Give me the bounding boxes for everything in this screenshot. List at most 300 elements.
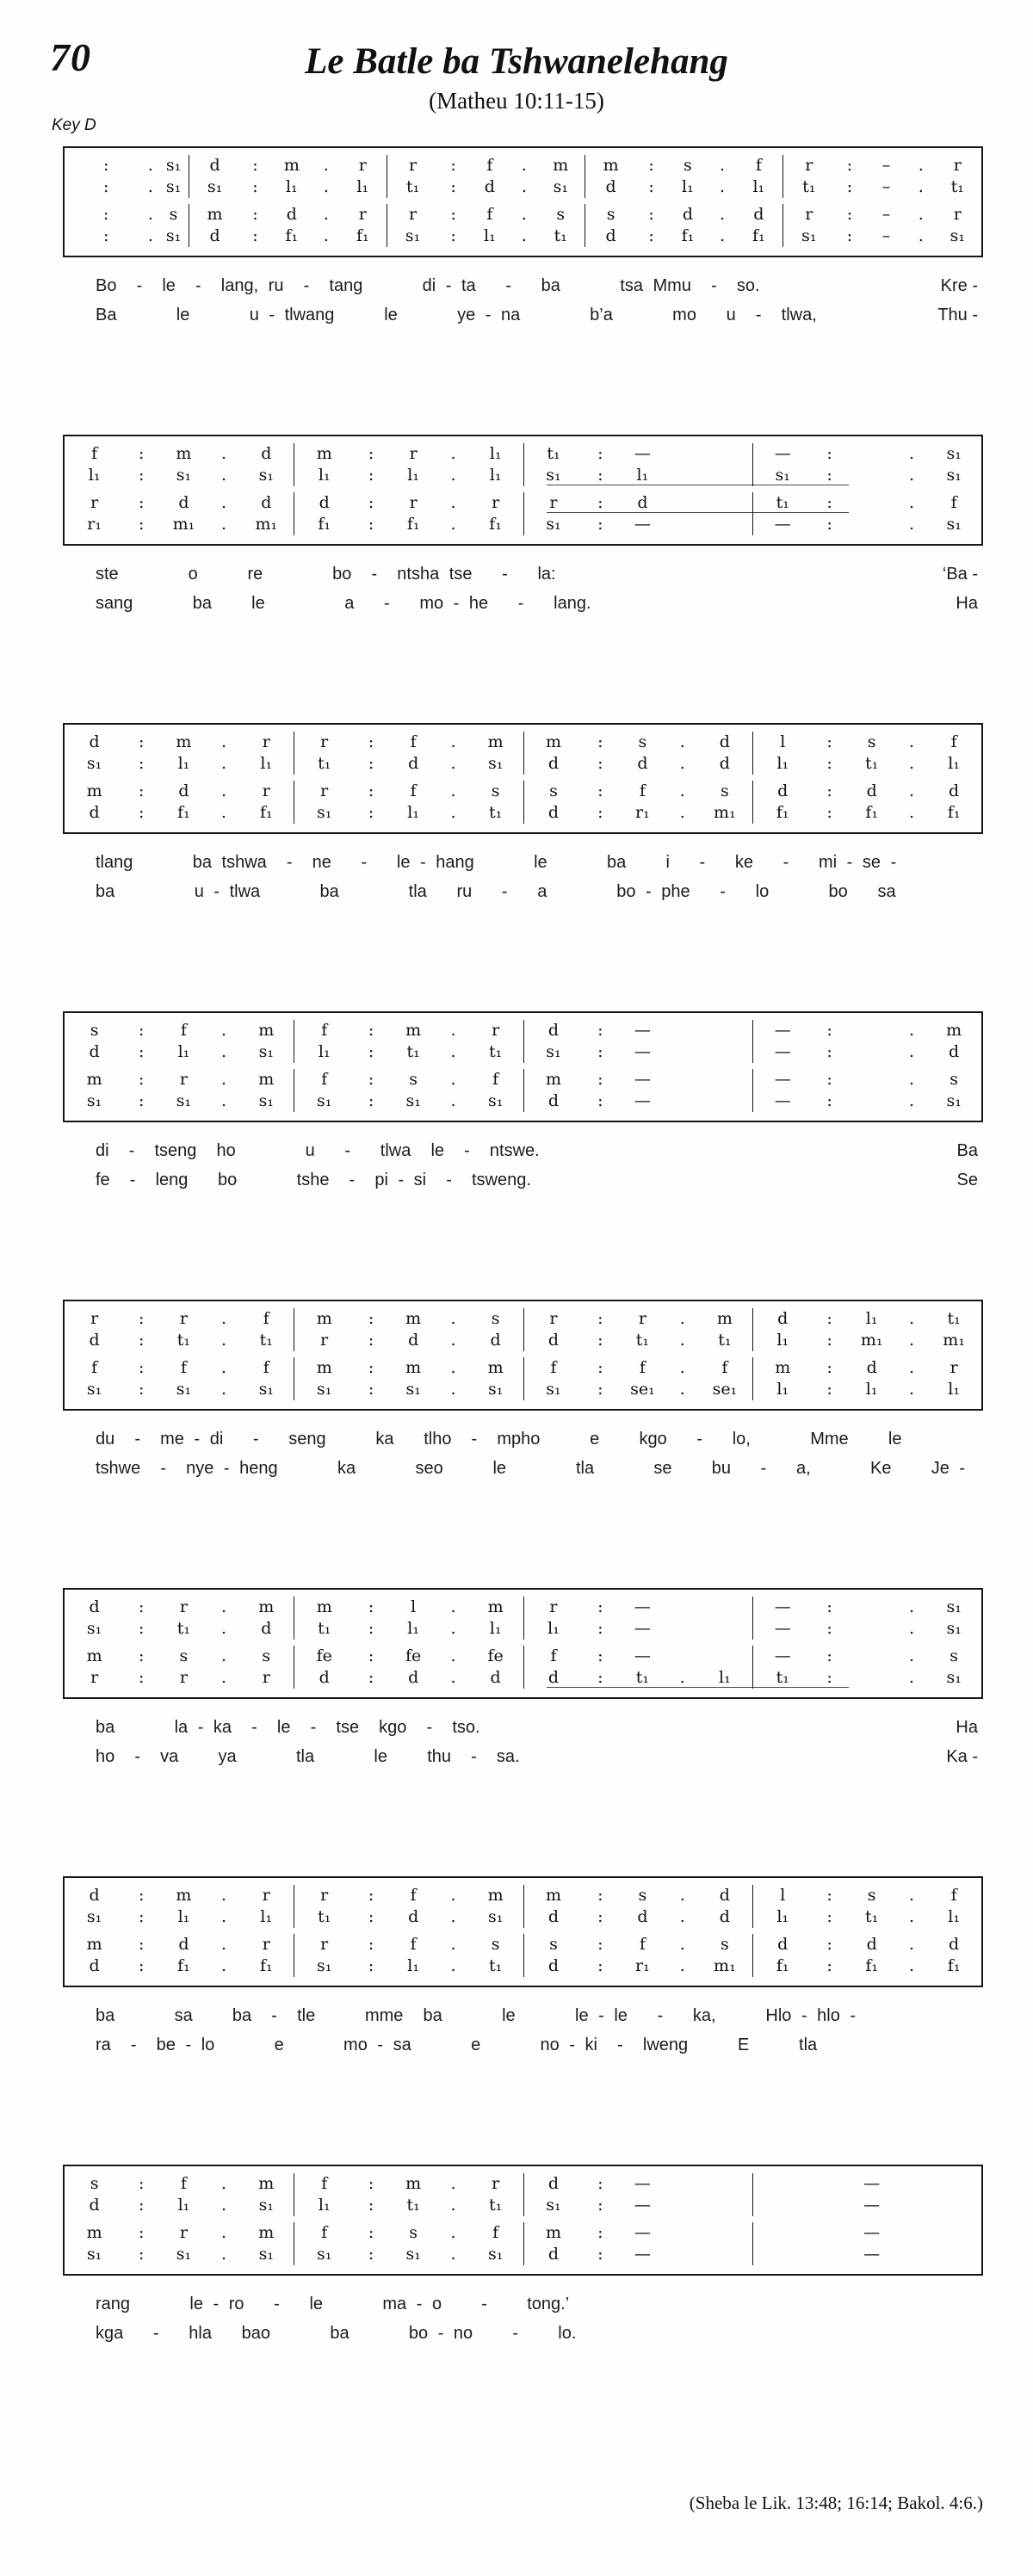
solfa-token: . — [221, 466, 227, 485]
solfa-measure — [523, 443, 752, 465]
solfa-measure — [752, 443, 981, 465]
lyric-line — [96, 300, 983, 330]
solfa-token: s₁ — [405, 1380, 421, 1399]
solfa-token: l₁ — [260, 754, 273, 773]
solfa-token: r — [262, 1935, 270, 1954]
solfa-measure — [523, 1041, 752, 1063]
solfa-token: : — [826, 1668, 832, 1687]
solfa-token: . — [450, 466, 456, 485]
lyric-tail-text: Ha — [956, 1718, 978, 1737]
solfa-token: d — [89, 732, 100, 751]
solfa-token: — — [774, 1646, 791, 1665]
score-system-7 — [63, 1876, 983, 2060]
solfa-token: . — [147, 156, 153, 175]
solfa-token: m — [258, 1597, 275, 1616]
solfa-token: s — [262, 1646, 271, 1665]
score-system-4 — [63, 1011, 983, 1195]
solfa-token: : — [138, 1380, 145, 1399]
solfa-token: . — [679, 1331, 685, 1350]
solfa-token: l₁ — [719, 1668, 731, 1687]
solfa-token: : — [138, 1886, 145, 1905]
solfa-token: : — [138, 493, 145, 512]
solfa-token: m — [487, 1886, 504, 1905]
solfa-token: : — [138, 1042, 145, 1061]
solfa-token: r — [409, 156, 418, 175]
solfa-token: s — [549, 1935, 558, 1954]
solfa-measure — [294, 492, 523, 514]
solfa-token: . — [450, 1646, 456, 1665]
solfa-token: r₁ — [87, 515, 102, 534]
solfa-token: f₁ — [489, 515, 502, 534]
solfa-token — [668, 1041, 697, 1063]
solfa-token: l — [411, 1597, 417, 1616]
solfa-token: d — [490, 1331, 501, 1350]
solfa-token: : — [597, 1597, 603, 1616]
solfa-token: : — [368, 732, 374, 751]
solfa-measure — [752, 1906, 981, 1928]
solfa-token: t₁ — [802, 177, 816, 196]
lyric-tail-text: Ha — [956, 594, 978, 613]
solfa-token: s₁ — [86, 2245, 102, 2264]
solfa-token: . — [450, 2245, 456, 2264]
solfa-token: l₁ — [948, 754, 960, 773]
solfa-token: d — [261, 444, 272, 463]
solfa-measure — [752, 2195, 981, 2216]
solfa-token: — — [634, 2174, 651, 2193]
solfa-token: s₁ — [258, 2196, 274, 2215]
solfa-token: l₁ — [489, 444, 502, 463]
solfa-token: : — [102, 177, 109, 196]
solfa-token: . — [450, 1331, 456, 1350]
solfa-measure — [65, 1090, 294, 1112]
solfa-token: m — [487, 732, 504, 751]
solfa-token: s₁ — [317, 1380, 332, 1399]
solfa-token: r — [90, 1668, 99, 1687]
lyric-tail-text: Thu - — [937, 306, 978, 324]
solfa-measure — [523, 1069, 752, 1090]
solfa-token: m — [176, 1886, 192, 1905]
solfa-token — [65, 176, 96, 198]
solfa-token — [846, 465, 896, 486]
solfa-measure — [523, 1020, 752, 1041]
solfa-token: . — [221, 1886, 227, 1905]
solfa-token: f — [263, 1358, 269, 1377]
solfa-token — [697, 1090, 752, 1112]
solfa-token: l₁ — [636, 466, 649, 485]
solfa-token: : — [648, 156, 654, 175]
voice-row — [65, 176, 981, 198]
solfa-token: s — [949, 1646, 958, 1665]
solfa-measure — [523, 2173, 752, 2195]
solfa-token: r — [320, 1886, 329, 1905]
notation-block-7 — [63, 1876, 983, 1987]
solfa-token: r — [492, 1021, 500, 1040]
solfa-token: s₁ — [176, 2245, 192, 2264]
solfa-measure — [294, 1885, 523, 1906]
solfa-token: . — [450, 1935, 456, 1954]
solfa-measure — [189, 155, 387, 176]
solfa-token: f₁ — [947, 803, 961, 822]
solfa-token: r — [953, 205, 962, 224]
solfa-token: l₁ — [177, 1907, 190, 1926]
solfa-token: . — [221, 1380, 227, 1399]
solfa-token: d — [547, 1956, 560, 1975]
solfa-token — [668, 2222, 697, 2244]
solfa-token: : — [368, 1331, 374, 1350]
solfa-measure — [294, 1955, 523, 1977]
solfa-token: . — [679, 1380, 685, 1399]
solfa-token — [115, 176, 143, 198]
solfa-token: s₁ — [546, 1042, 561, 1061]
solfa-token: f₁ — [681, 226, 695, 245]
solfa-token — [697, 1646, 752, 1667]
solfa-token: s — [549, 781, 558, 800]
solfa-token: s₁ — [546, 1380, 561, 1399]
solfa-token: s₁ — [546, 466, 561, 485]
solfa-token: . — [909, 1380, 915, 1399]
solfa-token: : — [597, 466, 603, 485]
solfa-token: t₁ — [776, 493, 789, 512]
solfa-token: l₁ — [260, 1907, 273, 1926]
solfa-token — [668, 1618, 697, 1640]
solfa-token: l₁ — [682, 177, 694, 196]
solfa-measure — [294, 1934, 523, 1955]
solfa-token: f — [91, 1358, 98, 1377]
solfa-token — [697, 1020, 752, 1041]
solfa-measure — [523, 1955, 752, 1977]
solfa-token: . — [909, 1331, 915, 1350]
solfa-token: — — [634, 1619, 651, 1638]
solfa-token: : — [138, 1668, 145, 1687]
solfa-token: d — [637, 493, 648, 512]
voice-pair — [65, 732, 981, 775]
solfa-measure — [294, 1618, 523, 1640]
solfa-token: r — [638, 1309, 646, 1328]
solfa-measure — [294, 1090, 523, 1112]
solfa-token: . — [221, 1907, 227, 1926]
solfa-token: d — [319, 493, 330, 512]
solfa-token — [697, 465, 752, 486]
solfa-token: s₁ — [258, 2245, 274, 2264]
solfa-token: : — [368, 493, 374, 512]
solfa-token: r — [320, 732, 329, 751]
solfa-token: s₁ — [405, 2245, 421, 2264]
solfa-token: : — [138, 2245, 145, 2264]
solfa-token: d — [547, 2174, 560, 2193]
solfa-measure — [65, 1885, 294, 1906]
solfa-token: : — [826, 1021, 832, 1040]
solfa-token: s — [491, 781, 500, 800]
solfa-token: — — [774, 1091, 791, 1110]
solfa-measure — [294, 443, 523, 465]
solfa-token: d — [547, 1331, 560, 1350]
solfa-measure — [294, 1330, 523, 1351]
solfa-measure — [294, 1597, 523, 1618]
solfa-token: . — [909, 1042, 915, 1061]
solfa-measure — [523, 1597, 752, 1618]
solfa-token: f₁ — [318, 515, 331, 534]
solfa-token: . — [909, 1668, 915, 1687]
solfa-token: : — [826, 754, 832, 773]
solfa-token: m — [545, 2223, 561, 2242]
solfa-token: : — [368, 444, 374, 463]
solfa-token — [846, 1069, 896, 1090]
voice-pair — [65, 2222, 981, 2265]
solfa-token — [668, 514, 697, 535]
solfa-measure — [294, 1906, 523, 1928]
solfa-token: : — [138, 754, 145, 773]
solfa-token: . — [450, 1358, 456, 1377]
solfa-token: se₁ — [712, 1380, 738, 1399]
solfa-token: : — [368, 1091, 374, 1110]
solfa-token: r — [409, 493, 418, 512]
solfa-token: r — [492, 2174, 500, 2193]
solfa-token: — — [863, 2223, 881, 2242]
solfa-measure — [65, 1618, 294, 1640]
solfa-token: : — [368, 1886, 374, 1905]
solfa-measure — [294, 1069, 523, 1090]
solfa-token: t₁ — [635, 1668, 650, 1687]
solfa-token: r — [90, 493, 99, 512]
solfa-token: . — [909, 1309, 915, 1328]
solfa-token: f — [550, 1358, 557, 1377]
solfa-measure — [752, 1308, 981, 1330]
solfa-token: f — [639, 1935, 646, 1954]
solfa-measure — [294, 514, 523, 535]
solfa-measure — [752, 1646, 981, 1667]
solfa-token: t₁ — [406, 1042, 420, 1061]
solfa-token: r — [179, 1070, 188, 1089]
lyric-text: ho - va ya tla le thu - sa. — [96, 1747, 520, 1766]
solfa-token: r — [549, 493, 558, 512]
solfa-token: d — [89, 1956, 100, 1975]
solfa-measure — [65, 514, 294, 535]
score-system-5 — [63, 1300, 983, 1483]
solfa-token — [926, 2195, 981, 2216]
solfa-token: : — [597, 1331, 603, 1350]
solfa-token: . — [221, 1309, 227, 1328]
lyric-line — [96, 1165, 983, 1195]
solfa-token: m — [545, 1070, 561, 1089]
solfa-token: f₁ — [177, 803, 190, 822]
lyric-text: du - me - di - seng ka tlho - mpho e kgo - lo, Mme le — [96, 1430, 902, 1449]
solfa-token — [846, 492, 896, 514]
solfa-token: : — [846, 177, 853, 196]
lyrics-group — [63, 2001, 983, 2060]
solfa-measure — [65, 753, 294, 775]
solfa-token: . — [909, 1886, 915, 1905]
solfa-token: : — [368, 1597, 374, 1616]
solfa-token — [668, 2173, 697, 2195]
solfa-token: : — [846, 226, 853, 245]
solfa-token — [813, 2195, 847, 2216]
solfa-token: — — [863, 2196, 881, 2215]
solfa-token: . — [221, 444, 227, 463]
voice-row — [65, 1041, 981, 1063]
solfa-measure — [752, 1090, 981, 1112]
solfa-token: s₁ — [176, 1091, 192, 1110]
solfa-token: t₁ — [776, 1668, 789, 1687]
solfa-token: — — [634, 1646, 651, 1665]
solfa-token: t₁ — [406, 2196, 420, 2215]
voice-row — [65, 514, 981, 535]
solfa-token — [697, 1618, 752, 1640]
solfa-token: s₁ — [546, 2196, 561, 2215]
page-header — [0, 0, 1033, 146]
solfa-token: d — [719, 1907, 730, 1926]
lyric-line — [96, 848, 983, 877]
solfa-token: : — [597, 2196, 603, 2215]
solfa-token — [65, 155, 96, 176]
solfa-token: s₁ — [258, 466, 274, 485]
solfa-token: m — [405, 1309, 422, 1328]
solfa-token: l₁ — [776, 1907, 789, 1926]
solfa-token: . — [679, 732, 685, 751]
voice-pair — [65, 1934, 981, 1977]
solfa-token: — — [863, 2174, 881, 2193]
lyric-line — [96, 271, 983, 300]
solfa-token: . — [450, 1021, 456, 1040]
solfa-token: . — [909, 1070, 915, 1089]
solfa-token — [697, 2244, 752, 2265]
solfa-token: r₁ — [635, 1956, 650, 1975]
solfa-token — [897, 2244, 926, 2265]
solfa-token: d — [319, 1668, 330, 1687]
lyric-text: Bo - le - lang, ru - tang di - ta - ba tsa Mmu - so. — [96, 276, 760, 295]
solfa-token: s₁ — [487, 1091, 504, 1110]
solfa-token: f — [91, 444, 98, 463]
solfa-token: : — [597, 1380, 603, 1399]
solfa-token: : — [826, 444, 832, 463]
solfa-token: : — [826, 1956, 832, 1975]
solfa-token: f — [550, 1646, 557, 1665]
solfa-token: : — [597, 1070, 603, 1089]
solfa-token: . — [221, 1091, 227, 1110]
solfa-token: . — [918, 226, 924, 245]
solfa-token: : — [368, 1956, 374, 1975]
solfa-measure — [523, 2195, 752, 2216]
solfa-token: l₁ — [865, 1380, 878, 1399]
solfa-token: — — [774, 444, 791, 463]
solfa-token — [846, 443, 896, 465]
lyrics-group — [63, 559, 983, 618]
solfa-token: . — [719, 177, 725, 196]
solfa-token: l₁ — [489, 1619, 502, 1638]
solfa-token: d — [949, 781, 960, 800]
solfa-token: f — [486, 156, 493, 175]
solfa-token: : — [826, 1646, 832, 1665]
solfa-measure — [752, 1618, 981, 1640]
voice-row — [65, 1597, 981, 1618]
solfa-token: m — [487, 1358, 504, 1377]
solfa-token: . — [909, 1597, 915, 1616]
solfa-token: r — [262, 1668, 270, 1687]
solfa-token: . — [323, 177, 329, 196]
solfa-token: . — [909, 1091, 915, 1110]
lyric-text: tshwe - nye - heng ka seo le tla se bu - a, Ke Je - — [96, 1459, 966, 1478]
solfa-token: : — [252, 156, 258, 175]
solfa-token: : — [826, 781, 832, 800]
solfa-token: . — [450, 803, 456, 822]
solfa-token: s — [556, 205, 566, 224]
solfa-token — [115, 204, 143, 225]
solfa-token: : — [138, 1070, 145, 1089]
voice-row — [65, 1885, 981, 1906]
solfa-token: t₁ — [950, 177, 964, 196]
solfa-token: : — [597, 515, 603, 534]
solfa-token — [668, 2244, 697, 2265]
solfa-token: — — [863, 2245, 881, 2264]
solfa-token: . — [147, 205, 153, 224]
solfa-token — [697, 1069, 752, 1090]
solfa-token: — — [774, 1619, 791, 1638]
footer-cross-references: (Sheba le Lik. 13:48; 16:14; Bakol. 4:6.) — [689, 2493, 983, 2513]
solfa-token: : — [368, 781, 374, 800]
solfa-token: t₁ — [865, 1907, 879, 1926]
voice-pair — [65, 1069, 981, 1112]
solfa-token: : — [368, 1380, 374, 1399]
solfa-token — [115, 155, 143, 176]
solfa-measure — [585, 225, 782, 247]
solfa-token: . — [221, 1935, 227, 1954]
solfa-token: : — [450, 205, 456, 224]
solfa-token: : — [368, 515, 374, 534]
solfa-token: . — [909, 466, 915, 485]
voice-row — [65, 1906, 981, 1928]
solfa-token: d — [89, 1331, 100, 1350]
solfa-token: d — [719, 732, 730, 751]
solfa-token: : — [826, 1358, 832, 1377]
solfa-token: : — [597, 1886, 603, 1905]
solfa-token: l₁ — [177, 1042, 190, 1061]
voice-row — [65, 1357, 981, 1379]
solfa-token — [697, 2222, 752, 2244]
solfa-token — [668, 1646, 697, 1667]
solfa-token: r — [320, 1935, 329, 1954]
solfa-token: . — [521, 226, 527, 245]
lyric-text: sang ba le a - mo - he - lang. — [96, 594, 591, 613]
solfa-token: d — [89, 1886, 100, 1905]
solfa-token: f — [321, 1070, 328, 1089]
solfa-token: m — [316, 444, 332, 463]
solfa-token: . — [450, 1886, 456, 1905]
solfa-token: . — [679, 1886, 685, 1905]
solfa-token — [897, 2222, 926, 2244]
solfa-token: t₁ — [488, 1956, 503, 1975]
solfa-token: . — [679, 1309, 685, 1328]
solfa-measure — [65, 1069, 294, 1090]
solfa-measure — [585, 176, 782, 198]
solfa-token: d — [178, 493, 189, 512]
lyric-text: ba sa ba - tle mme ba le le - le - ka, Hlo - hlo - — [96, 2006, 857, 2025]
voice-pair — [65, 204, 981, 247]
solfa-token — [813, 2244, 847, 2265]
solfa-token: m — [405, 1358, 422, 1377]
solfa-token: – — [881, 156, 891, 175]
solfa-measure — [752, 1934, 981, 1955]
solfa-token: l₁ — [752, 177, 765, 196]
solfa-token: : — [597, 1646, 603, 1665]
solfa-token: s₁ — [487, 1380, 504, 1399]
solfa-token: se₁ — [630, 1380, 655, 1399]
solfa-measure — [752, 1357, 981, 1379]
solfa-token — [668, 1020, 697, 1041]
solfa-token: f — [321, 2223, 328, 2242]
solfa-token: d — [866, 1358, 877, 1377]
solfa-token: . — [679, 1358, 685, 1377]
solfa-token: f — [492, 2223, 499, 2242]
solfa-token: . — [221, 1956, 227, 1975]
